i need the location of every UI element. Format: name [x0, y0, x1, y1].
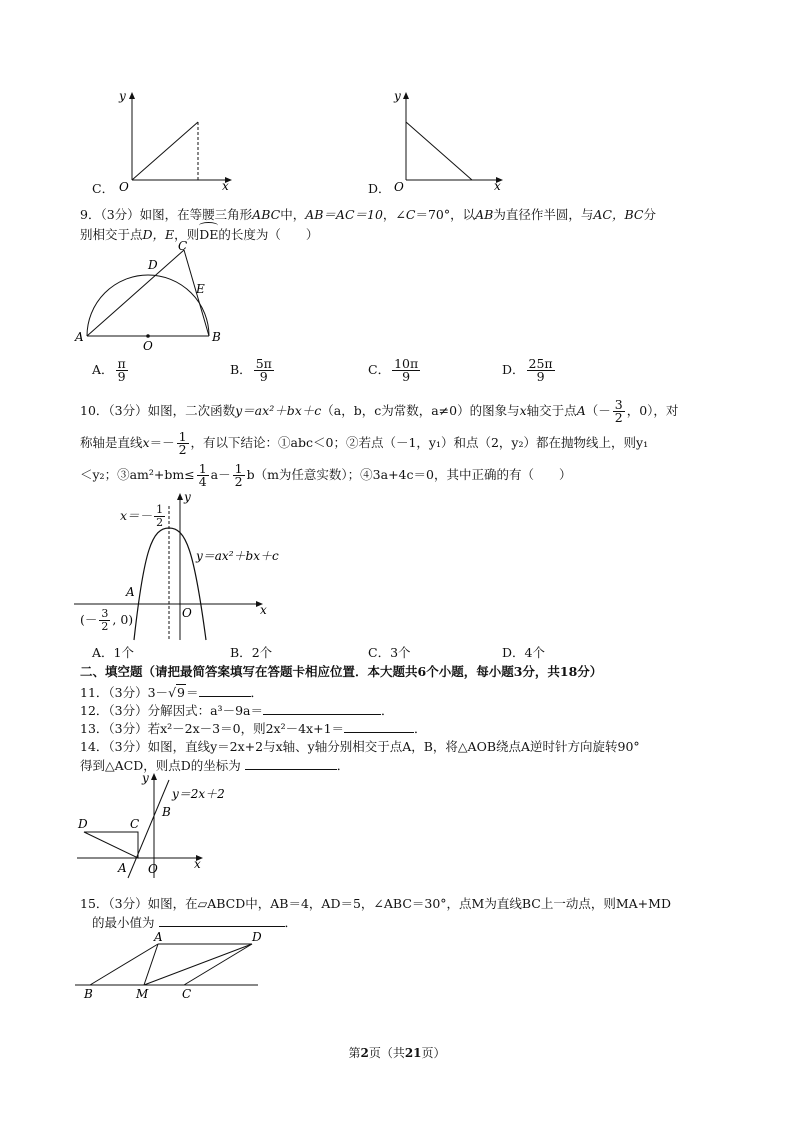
text: 得到△ACD，则点D的坐标为 — [80, 758, 241, 773]
label-c: C — [182, 987, 192, 1001]
q13: 13．（3分）若x²－2x－3＝0，则2x²－4x+1＝ ． — [80, 721, 427, 736]
label-c: C — [178, 239, 188, 253]
var: AB — [475, 207, 494, 222]
label-c: C — [130, 817, 140, 831]
axis-x-label: x — [194, 857, 201, 871]
text: x＝－ — [120, 508, 153, 523]
text: ，有以下结论：①abc＜0；②若点（－1，y₁）和点（2，y₂）都在抛物线上，则y₁ — [190, 435, 649, 450]
answer-blank[interactable] — [344, 720, 414, 733]
question-number: 15． — [80, 896, 109, 911]
graph-c-svg — [92, 88, 242, 198]
q15-line1 — [80, 895, 671, 913]
option-label: A． — [92, 362, 114, 377]
y-axis-arrow — [129, 92, 135, 99]
label-e: E — [196, 282, 205, 296]
text: ＝ — [185, 685, 199, 700]
label-o: O — [143, 339, 153, 353]
text: b（m为任意实数）；④3a+4c＝0，其中正确的有（ ） — [246, 467, 572, 482]
text: 3－ — [147, 685, 169, 700]
text: 如图，二次函数 — [147, 403, 236, 418]
option-text: 4个 — [524, 645, 545, 660]
var: A — [576, 403, 586, 418]
section-heading: 二、填空题（请把最简答案填写在答题卡相应位置．本大题共6个小题，每小题3分，共18分） — [80, 664, 603, 679]
text: 页） — [421, 1046, 446, 1060]
score: （3分） — [100, 207, 140, 222]
text: 分解因式：a³－9a＝ — [147, 703, 263, 718]
q14-line1 — [80, 738, 640, 756]
text: 别相交于点 — [80, 227, 143, 242]
q14-line2: 得到△ACD，则点D的坐标为 ． — [80, 758, 350, 773]
q9-figure — [72, 239, 222, 353]
question-number: 12． — [80, 703, 109, 718]
text: （－ — [585, 403, 611, 418]
segment-ab — [90, 944, 158, 985]
numerator: 3 — [614, 397, 623, 412]
denominator: 2 — [614, 410, 623, 425]
text: , 0) — [112, 612, 134, 627]
question-number: 13． — [80, 721, 109, 736]
numerator: 5π — [255, 356, 272, 371]
score: （3分） — [108, 721, 148, 736]
numerator: 10π — [394, 356, 419, 371]
numerator: 3 — [101, 607, 109, 620]
option-d[interactable] — [502, 358, 557, 383]
origin-label: O — [182, 606, 192, 620]
answer-blank[interactable] — [159, 914, 285, 927]
numerator: 1 — [234, 461, 243, 476]
q14-figure — [72, 770, 225, 880]
text: ，则 — [174, 227, 200, 242]
option-label: C． — [368, 362, 391, 377]
label-b: B — [84, 987, 93, 1001]
option-label: C． — [92, 181, 115, 196]
axis-x-label: x — [260, 603, 267, 617]
denominator: 9 — [536, 369, 545, 384]
fraction — [392, 358, 420, 383]
option-d[interactable] — [502, 644, 545, 662]
fraction — [177, 431, 189, 456]
text: ＝－ — [149, 435, 175, 450]
fraction — [116, 358, 128, 383]
axis-x-label: x — [222, 179, 229, 193]
denominator: 9 — [259, 369, 268, 384]
text: 的最小值为 — [92, 915, 155, 930]
function: y＝ax²＋bx＋c — [235, 403, 322, 418]
option-c[interactable] — [368, 644, 411, 662]
var: ABC — [252, 207, 281, 222]
numerator: 25π — [528, 356, 553, 371]
text: 的长度为（ ） — [218, 227, 319, 242]
option-label: D． — [368, 181, 391, 196]
score: （3分） — [108, 685, 148, 700]
denominator: 9 — [117, 369, 126, 384]
option-a[interactable] — [92, 358, 130, 383]
fraction — [99, 608, 110, 633]
text: 轴交于点 — [526, 403, 577, 418]
option-label: B． — [230, 362, 252, 377]
triangle-acd — [84, 832, 138, 858]
text: 分 — [643, 207, 656, 222]
radicand: 9 — [177, 685, 185, 700]
denominator: 9 — [402, 369, 411, 384]
origin-label: O — [119, 180, 129, 194]
q11: 11．（3分）3－√9＝ ． — [80, 685, 264, 700]
q9-line1 — [80, 206, 656, 224]
option-label: D． — [502, 362, 525, 377]
text: 若x²－2x－3＝0，则2x²－4x+1＝ — [147, 721, 345, 736]
page-number: 2 — [360, 1046, 369, 1060]
graph-d-svg — [368, 88, 518, 198]
axis-y-label: y — [394, 89, 401, 103]
score: （3分） — [108, 703, 148, 718]
answer-blank[interactable] — [245, 757, 337, 770]
numerator: 1 — [178, 429, 187, 444]
text: ＜y₂；③am²+bm≤ — [80, 467, 195, 482]
question-number: 10． — [80, 403, 109, 418]
label-b: B — [212, 330, 221, 344]
option-label: C． — [368, 645, 391, 660]
q10-line3 — [80, 460, 571, 490]
fraction — [254, 358, 274, 383]
option-text: 1个 — [113, 645, 134, 660]
option-text: 2个 — [251, 645, 273, 660]
q15-line2: 的最小值为 ． — [92, 915, 298, 930]
text: (－ — [80, 612, 98, 627]
var: AC，BC — [593, 207, 644, 222]
center-point — [146, 334, 150, 338]
q15-figure — [72, 930, 272, 1000]
text: 页（共 — [368, 1046, 405, 1060]
denominator: 2 — [156, 516, 164, 529]
point-label — [80, 608, 133, 633]
axis-y-label: y — [142, 771, 149, 785]
label-b: B — [162, 805, 171, 819]
q10-options — [92, 644, 612, 664]
q10-line1 — [80, 396, 678, 426]
text: ＝70°，以 — [415, 207, 476, 222]
fraction — [154, 504, 165, 529]
answer-blank[interactable] — [263, 702, 381, 715]
text: 称轴是直线 — [80, 435, 143, 450]
segment-dc — [184, 944, 252, 985]
label-a: A — [126, 585, 135, 599]
segment-am — [144, 944, 158, 985]
axis-y-label: y — [184, 490, 191, 504]
graph-line — [132, 122, 198, 180]
label-d: D — [252, 930, 262, 944]
fraction — [233, 463, 245, 488]
numerator: 1 — [198, 461, 207, 476]
option-b[interactable] — [230, 358, 276, 383]
graph-option-c — [92, 88, 242, 198]
fraction — [613, 399, 625, 424]
q12: 12．（3分）分解因式：a³－9a＝ ． — [80, 703, 394, 718]
q10-line2 — [80, 428, 648, 458]
question-number: 9． — [80, 207, 101, 222]
segment-md — [144, 944, 252, 985]
origin-label: O — [148, 862, 158, 876]
option-a[interactable] — [92, 644, 134, 662]
label-m: M — [136, 987, 149, 1001]
graph-option-d — [368, 88, 518, 198]
text: 中， — [280, 207, 306, 222]
option-b[interactable] — [230, 644, 272, 662]
segment-ac — [87, 250, 184, 336]
text: 如图，在▱ABCD中，AB＝4，AD＝5，∠ABC＝30°，点M为直线BC上一动点，则MA+MD — [147, 896, 671, 911]
label-a: A — [118, 861, 127, 875]
fraction — [197, 463, 209, 488]
answer-blank[interactable] — [199, 684, 251, 697]
function-label: y＝ax²＋bx＋c — [196, 549, 279, 563]
question-number: 14． — [80, 739, 109, 754]
label-d: D — [148, 258, 158, 272]
fraction — [527, 358, 555, 383]
axis-y-label: y — [119, 89, 126, 103]
option-label: D． — [502, 645, 525, 660]
numerator: π — [117, 356, 126, 371]
text: ，∠ — [382, 207, 406, 222]
option-label: A． — [92, 645, 114, 660]
text: 为直径作半圆，与 — [493, 207, 594, 222]
y-axis-arrow — [177, 493, 183, 500]
page-footer — [0, 1044, 794, 1062]
arc-de: DE — [199, 227, 219, 242]
score: （3分） — [108, 739, 148, 754]
var: D，E — [142, 227, 175, 242]
symmetry-label — [120, 504, 167, 529]
option-c[interactable] — [368, 358, 422, 383]
denominator: 2 — [178, 442, 187, 457]
parabola-curve — [134, 528, 206, 640]
text: a－ — [210, 467, 231, 482]
text: 如图，在等腰三角形 — [139, 207, 253, 222]
numerator: 1 — [156, 503, 164, 516]
denominator: 2 — [234, 474, 243, 489]
label-d: D — [78, 817, 88, 831]
question-number: 11． — [80, 685, 109, 700]
label-a: A — [75, 330, 84, 344]
y-axis-arrow — [403, 92, 409, 99]
var: C — [405, 207, 416, 222]
semicircle — [87, 275, 209, 336]
var: x — [142, 435, 150, 450]
score: （3分） — [108, 896, 148, 911]
denominator: 2 — [101, 620, 109, 633]
axis-x-label: x — [494, 179, 501, 193]
q9-options — [92, 350, 612, 390]
var: x — [519, 403, 527, 418]
label-a: A — [154, 930, 163, 944]
score: （3分） — [108, 403, 148, 418]
var: AB＝AC＝10 — [305, 207, 383, 222]
text: 第 — [348, 1046, 361, 1060]
q10-figure — [72, 490, 282, 640]
text: ，0），对 — [626, 403, 679, 418]
option-text: 3个 — [390, 645, 411, 660]
graph-line — [406, 122, 472, 180]
function-label: y＝2x＋2 — [172, 787, 225, 801]
text: 如图，直线y＝2x+2与x轴、y轴分别相交于点A，B，将△AOB绕点A逆时针方向旋转90° — [147, 739, 640, 754]
option-label: B． — [230, 645, 252, 660]
y-axis-arrow — [151, 773, 157, 780]
text: （a，b，c为常数，a≠0）的图象与 — [321, 403, 520, 418]
origin-label: O — [394, 180, 404, 194]
page-total: 21 — [404, 1046, 422, 1060]
denominator: 4 — [198, 474, 207, 489]
